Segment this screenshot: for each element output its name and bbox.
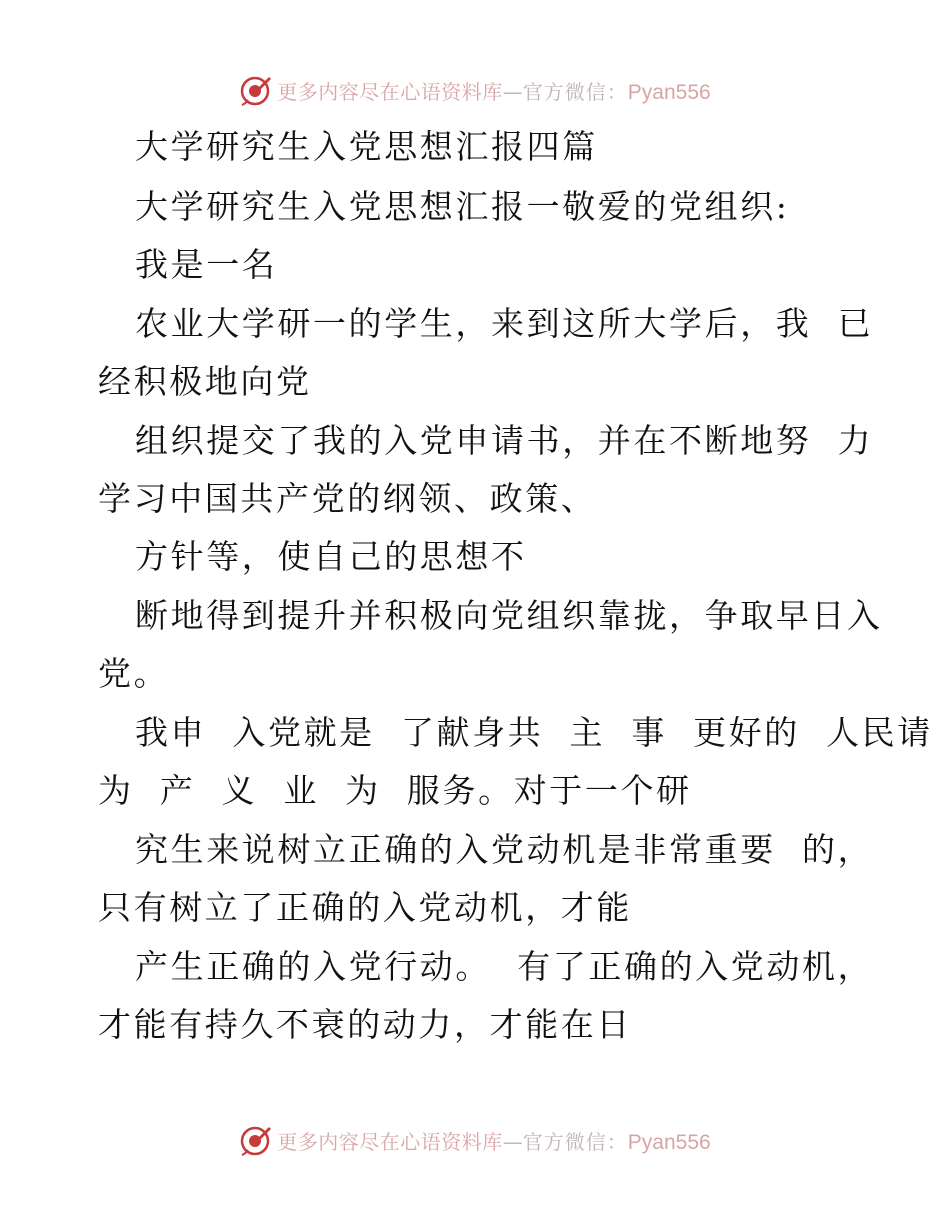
document-line: 才能有持久不衰的动力，才能在日 — [98, 1005, 632, 1044]
watermark-main-text: 更多内容尽在心语资料库 — [277, 1129, 503, 1154]
pen-logo-icon — [239, 1123, 273, 1157]
footer-watermark — [0, 1120, 950, 1160]
document-line: 究生来说树立正确的入党动机是非常重要 的， — [135, 830, 874, 869]
document-line: 农业大学研一的学生，来到这所大学后，我 已 — [135, 304, 874, 343]
watermark-main-text: 更多内容尽在心语资料库 — [277, 79, 503, 104]
watermark-text — [277, 76, 710, 105]
document-line: 断地得到提升并积极向党组织靠拢，争取早日入 — [135, 596, 883, 635]
watermark-text — [277, 1126, 710, 1155]
document-line: 为 产 义 业 为 服务。对于一个研 — [98, 771, 692, 810]
watermark-dash: — — [502, 79, 523, 104]
watermark-wechat-id: Pyan556 — [627, 1130, 711, 1154]
header-watermark — [0, 70, 950, 110]
document-line: 经积极地向党 — [98, 362, 312, 401]
watermark-wechat-id: Pyan556 — [627, 80, 711, 104]
document-line: 我申 入党就是 了献身共 主 事 更好的 人民请 — [135, 713, 933, 752]
document-line: 我是一名 — [135, 245, 278, 284]
document-title: 大学研究生入党思想汇报四篇 — [135, 127, 598, 166]
document-line: 产生正确的入党行动。 有了正确的入党动机， — [135, 947, 874, 986]
document-line: 方针等，使自己的思想不 — [135, 537, 527, 576]
watermark-dash: — — [502, 1129, 523, 1154]
pen-logo-icon — [239, 73, 273, 107]
document-line: 组织提交了我的入党申请书，并在不断地努 力 — [135, 421, 874, 460]
document-line: 党。 — [98, 654, 170, 693]
document-line: 学习中国共产党的纲领、政策、 — [98, 479, 597, 518]
watermark-label: 官方微信： — [522, 1129, 628, 1154]
document-line: 只有树立了正确的入党动机，才能 — [98, 888, 632, 927]
watermark-label: 官方微信： — [522, 79, 628, 104]
document-line: 大学研究生入党思想汇报一敬爱的党组织: — [135, 187, 790, 226]
